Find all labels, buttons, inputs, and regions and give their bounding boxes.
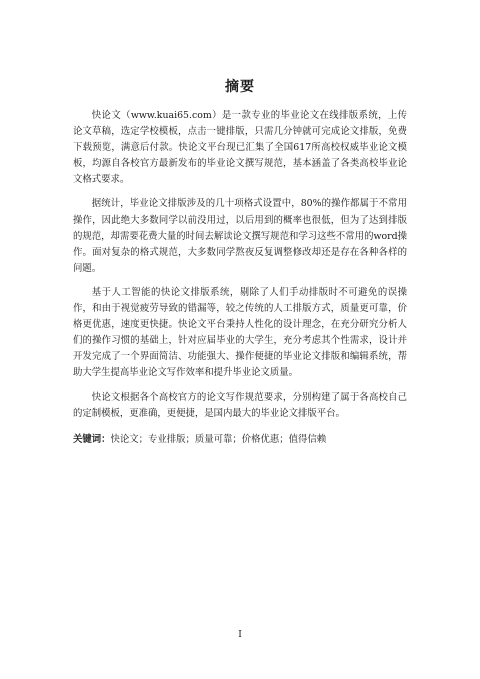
keywords-line	[73, 432, 407, 448]
keywords-text: 快论文；专业排版；质量可靠；价格优惠；值得信赖	[110, 434, 327, 445]
abstract-paragraph-4: 快论文根据各个高校官方的论文写作规范要求，分别构建了属于各高校自己的定制模板，更准确，更便捷，是国内最大的毕业论文排版平台。	[73, 391, 407, 419]
keywords-label: 关键词：	[73, 434, 111, 445]
page-title: 摘要	[225, 79, 255, 95]
abstract-paragraph-1: 快论文（www.kuai65.com）是一款专业的毕业论文在线排版系统，上传论文草稿，选定学校模板，点击一键排版，只需几分钟就可完成论文排版，免费下载预览，满意后付款。快论文平台现已汇集了全国617所高校权威毕业论文模板，均源自各校官方最新发布的毕业论文撰写规范，基本涵盖了各类高校毕业论文格式要求。	[73, 110, 407, 186]
page-number: I	[238, 630, 242, 640]
abstract-paragraph-3: 基于人工智能的快论文排版系统，剔除了人们手动排版时不可避免的误操作，和由于视觉疲劳导致的错漏等，较之传统的人工排版方式，质量更可靠，价格更优惠，速度更快捷。快论文平台秉持人性化的设计理念，在充分研究分析人们的操作习惯的基础上，针对应届毕业的大学生，充分考虑其个性需求，设计并开发完成了一个界面简洁、功能强大、操作便捷的毕业论文排版和编辑系统，帮助大学生提高毕业论文写作效率和提升毕业论文质量。	[73, 286, 407, 379]
abstract-paragraph-2: 据统计，毕业论文排版涉及的几十项格式设置中，80%的操作都属于不常用操作，因此绝大多数同学以前没用过，以后用到的概率也很低，但为了达到排版的规范，却需要花费大量的时间去解读论文撰写规范和学习这些不常用的word操作。面对复杂的格式规范，大多数同学熬夜反复调整修改却还是存在各种各样的问题。	[73, 198, 407, 274]
abstract-body	[73, 108, 407, 430]
